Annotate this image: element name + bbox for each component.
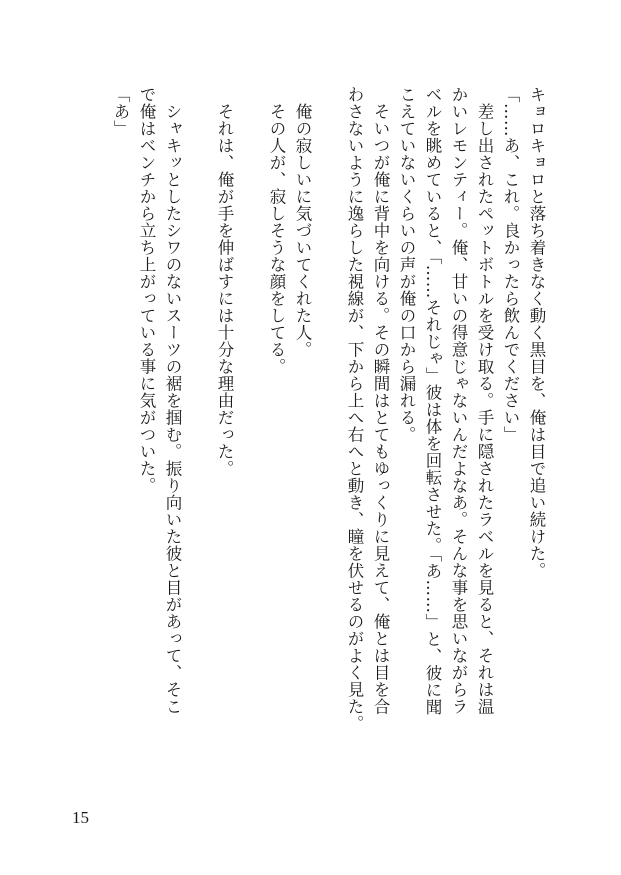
blank-line — [237, 86, 263, 786]
text-line: かいレモンティー。俺、甘いの得意じゃないんだよなあ。そんな事を思いながらラ — [449, 86, 468, 715]
text-line: そいつが俺に背中を向ける。その瞬間はとてもゆっくりに見えて、俺とは目を合 — [371, 86, 390, 715]
blank-line — [315, 86, 341, 786]
text-line: シャキッとしたシワのないスーツの裾を掴む。振り向いた彼と目があって、そこ — [163, 86, 182, 715]
text-line: 「あ」 — [111, 86, 130, 137]
vertical-text-body — [107, 86, 549, 786]
blank-line — [185, 86, 211, 786]
text-line: ベルを眺めていると、「……それじゃ」彼は体を回転させた。「あ……」と、彼に聞 — [423, 86, 442, 716]
text-line: その人が、寂しそうな顔をしてる。 — [267, 86, 286, 375]
text-line: で俺はベンチから立ち上がっている事に気がついた。 — [137, 86, 156, 494]
text-line: わさないように逸らした視線が、下から上へ右へと動き、瞳を伏せるのがよく見た。 — [345, 86, 364, 732]
text-line: こえていないくらいの声が俺の口から漏れる。 — [397, 86, 416, 443]
page-number: 15 — [72, 808, 89, 827]
text-line: キョロキョロと落ち着きなく動く黒目を、俺は目で追い続けた。 — [527, 86, 546, 579]
text-line: 俺の寂しいに気づいてくれた人。 — [293, 86, 312, 358]
text-line: それは、俺が手を伸ばすには十分な理由だった。 — [215, 86, 234, 477]
text-line: 差し出されたペットボトルを受け取る。手に隠されたラベルを見ると、それは温 — [475, 86, 494, 715]
text-line: 「……あ、これ。良かったら飲んでください」 — [501, 86, 520, 443]
